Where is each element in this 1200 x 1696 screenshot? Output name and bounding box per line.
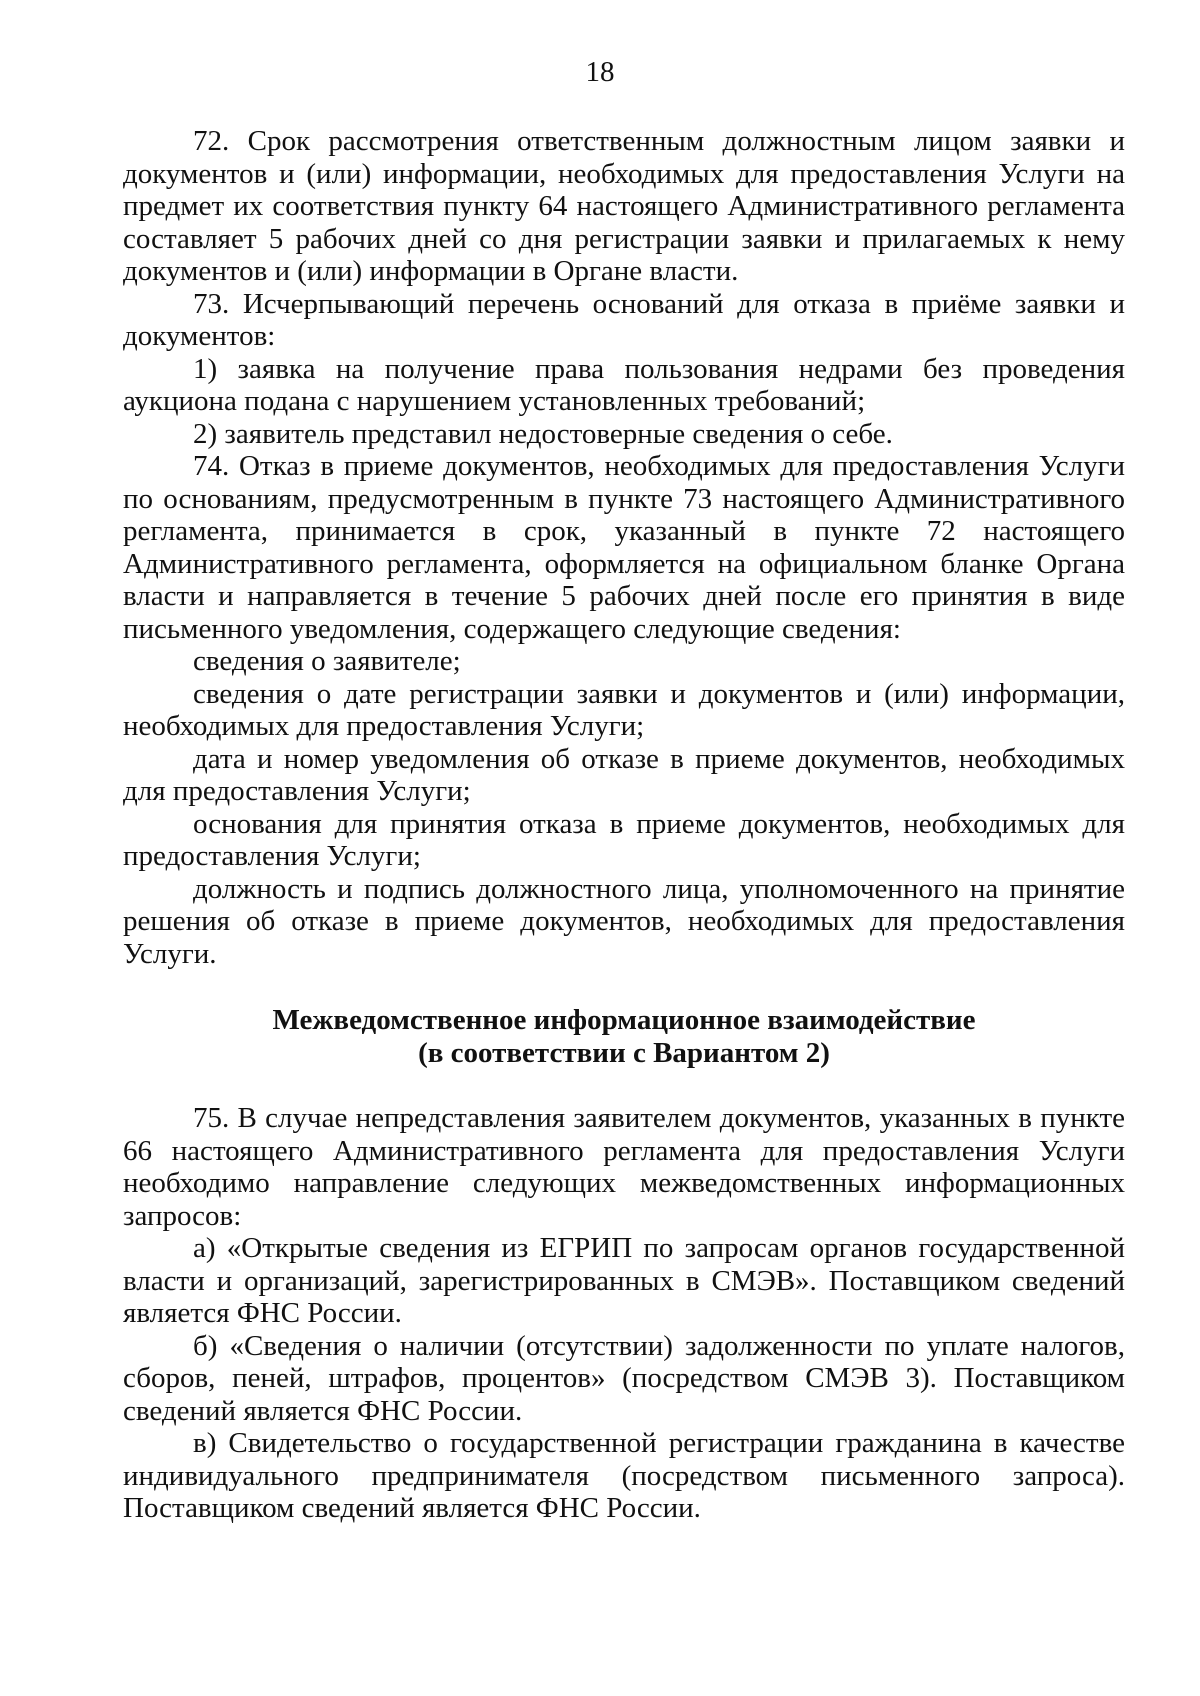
page-number: 18 [585, 56, 615, 88]
document-body [123, 125, 1125, 1525]
list-item-73-2: 2) заявитель представил недостоверные сведения о себе. [193, 417, 893, 450]
list-item-75-b: б) «Сведения о наличии (отсутствии) задолженности по уплате налогов, сборов, пеней, штрафов, процентов» (посредством СМЭВ 3). Поставщиком сведений является ФНС России. [123, 1329, 1125, 1427]
paragraph-72: 72. Срок рассмотрения ответственным должностным лицом заявки и документов и (или) информации, необходимых для предоставления Услуги на предмет их соответствия пункту 64 настоящего Административного регламента составляет 5 рабочих дней со дня регистрации заявки и прилагаемых к нему документов и (или) информации в Органе власти. [123, 125, 1125, 287]
section-heading [123, 1004, 1125, 1069]
section-heading-title: Межведомственное информационное взаимодействие [272, 1004, 976, 1036]
list-item-74-registration-date: сведения о дате регистрации заявки и документов и (или) информации, необходимых для предоставления Услуги; [123, 677, 1125, 742]
list-item-75-a: а) «Открытые сведения из ЕГРИП по запросам органов государственной власти и организаций, зарегистрированных в СМЭВ». Поставщиком сведений является ФНС России. [123, 1232, 1125, 1329]
list-item-75-c: в) Свидетельство о государственной регистрации гражданина в качестве индивидуального предпринимателя (посредством письменного запроса). Поставщиком сведений является ФНС России. [123, 1427, 1125, 1524]
section-heading-subtitle: (в соответствии с Вариантом 2) [418, 1036, 830, 1069]
list-item-74-applicant: сведения о заявителе; [193, 645, 461, 677]
list-item-73-1: 1) заявка на получение права пользования недрами без проведения аукциона подана с нарушением установленных требований; [123, 352, 1125, 417]
list-item-74-grounds: основания для принятия отказа в приеме документов, необходимых для предоставления Услуги; [123, 807, 1125, 872]
paragraph-74: 74. Отказ в приеме документов, необходимых для предоставления Услуги по основаниям, предусмотренным в пункте 73 настоящего Административного регламента, принимается в срок, указанный в пункте 72 настоящего Административного регламента, оформляется на официальном бланке Органа власти и направляется в течение 5 рабочих дней после его принятия в виде письменного уведомления, содержащего следующие сведения: [123, 450, 1125, 645]
paragraph-73: 73. Исчерпывающий перечень оснований для отказа в приёме заявки и документов: [123, 287, 1125, 352]
list-item-74-notice-number: дата и номер уведомления об отказе в приеме документов, необходимых для предоставления Услуги; [123, 742, 1125, 807]
paragraph-75: 75. В случае непредставления заявителем документов, указанных в пункте 66 настоящего Административного регламента для предоставления Услуги необходимо направление следующих межведомственных информационных запросов: [123, 1102, 1125, 1232]
list-item-74-signature: должность и подпись должностного лица, уполномоченного на принятие решения об отказе в приеме документов, необходимых для предоставления Услуги. [123, 872, 1125, 970]
